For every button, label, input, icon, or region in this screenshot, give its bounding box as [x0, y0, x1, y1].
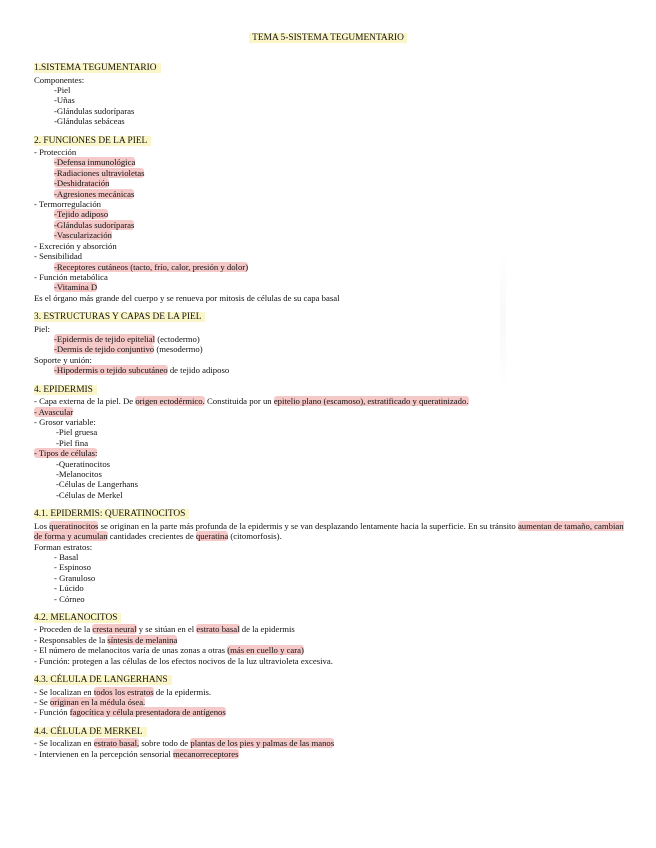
highlighted-text: -Dermis de tejido conjuntivo — [54, 344, 155, 355]
section — [34, 675, 622, 718]
highlighted-text: -Tejido adiposo — [54, 209, 109, 220]
text-line — [34, 282, 622, 292]
plain-text: - Grosor variable: — [34, 416, 96, 427]
plain-text: - El número de melanocitos varía de unas zonas a otras — [34, 645, 228, 656]
plain-text: -Piel — [54, 84, 71, 95]
plain-text: - Responsables de la — [34, 634, 108, 645]
section-heading-text: 2. FUNCIONES DE LA PIEL — [34, 136, 151, 146]
section-heading-text: 4.1. EPIDERMIS: QUERATINOCITOS — [34, 509, 189, 519]
highlighted-text: - Avascular — [34, 406, 74, 417]
plain-text: (citomorfosis). — [228, 531, 282, 542]
text-line — [34, 365, 622, 375]
highlighted-text: -Epidermis de tejido epitelial — [54, 334, 156, 345]
text-line — [34, 157, 622, 167]
plain-text: - Lúcido — [54, 583, 84, 594]
section-heading-text: 4. EPIDERMIS — [34, 385, 97, 395]
text-line — [34, 687, 622, 697]
highlighted-text: -Hipodermis o tejido subcutáneo — [54, 365, 168, 376]
text-line — [34, 168, 622, 178]
section — [34, 312, 622, 376]
plain-text: - Córneo — [54, 593, 85, 604]
highlighted-text: síntesis de melanina — [107, 634, 178, 645]
text-line — [34, 85, 622, 95]
plain-text: -Células de Merkel — [56, 489, 123, 500]
plain-text: - Protección — [34, 147, 77, 158]
highlighted-text: epitelio plano (escamoso), estratificado y queratinizado. — [273, 396, 469, 407]
text-line — [34, 656, 622, 666]
plain-text: - Excreción y absorción — [34, 240, 117, 251]
text-line — [34, 697, 622, 707]
plain-text: de tejido adiposo — [167, 365, 230, 376]
plain-text: (ectodermo) — [155, 334, 200, 345]
section — [34, 727, 622, 759]
highlighted-text: -Radiaciones ultravioletas — [54, 167, 145, 178]
text-line — [34, 552, 622, 562]
plain-text: - Basal — [54, 551, 79, 562]
highlighted-text: -Deshidratación — [54, 178, 110, 189]
highlighted-text: - Tipos de células: — [34, 448, 98, 459]
plain-text: y se sitúan en el — [136, 624, 197, 635]
plain-text: - Sensibilidad — [34, 251, 83, 262]
plain-text: -Células de Langerhans — [56, 479, 139, 490]
text-line — [34, 624, 622, 634]
text-line — [34, 396, 622, 406]
plain-text: - Granuloso — [54, 572, 96, 583]
section — [34, 509, 622, 604]
text-line — [34, 407, 622, 417]
text-line — [34, 199, 622, 209]
text-line — [34, 251, 622, 261]
highlighted-text: mecanorreceptores — [172, 748, 239, 759]
text-line — [34, 344, 622, 354]
plain-text: Los — [34, 520, 50, 531]
plain-text: -Piel fina — [56, 437, 89, 448]
highlighted-text: -Glándulas sudoríparas — [54, 219, 135, 230]
plain-text: - Función metabólica — [34, 271, 108, 282]
text-line — [34, 594, 622, 604]
highlighted-text: -Vitamina D — [54, 282, 98, 293]
text-line — [34, 230, 622, 240]
plain-text: Soporte y unión: — [34, 354, 92, 365]
text-line — [34, 189, 622, 199]
text-line — [34, 293, 622, 303]
highlighted-text: (más en cuello y cara) — [227, 645, 304, 656]
section-heading-text: 1.SISTEMA TEGUMENTARIO — [34, 63, 161, 73]
text-line — [34, 241, 622, 251]
sections-container — [34, 63, 622, 759]
plain-text: Piel: — [34, 323, 50, 334]
plain-text: Componentes: — [34, 74, 85, 85]
section-heading — [34, 312, 622, 324]
section-heading — [34, 509, 622, 521]
document-title — [34, 33, 622, 43]
highlighted-text: aumentan de tamaño, cambian de forma y acumulan — [34, 520, 624, 542]
plain-text: -Glándulas sebáceas — [54, 116, 125, 127]
plain-text: de la epidermis. — [153, 686, 212, 697]
highlighted-text: originan en la médula ósea. — [49, 697, 146, 707]
section-heading — [34, 727, 622, 739]
text-line — [34, 562, 622, 572]
text-line — [34, 542, 622, 552]
plain-text: Constituida por un — [204, 396, 274, 407]
plain-text: - Se — [34, 697, 50, 707]
plain-text: - Intervienen en la percepción sensorial — [34, 748, 173, 759]
text-line — [34, 469, 622, 479]
text-line — [34, 427, 622, 437]
text-line — [34, 583, 622, 593]
text-line — [34, 738, 622, 748]
text-line — [34, 95, 622, 105]
section-heading — [34, 613, 622, 625]
plain-text: (mesodermo) — [154, 344, 203, 355]
text-line — [34, 417, 622, 427]
text-line — [34, 355, 622, 365]
plain-text: - Se localizan en — [34, 738, 94, 749]
text-line — [34, 438, 622, 448]
text-line — [34, 479, 622, 489]
text-line — [34, 324, 622, 334]
plain-text: -Piel gruesa — [56, 427, 98, 438]
plain-text: - Proceden de la — [34, 624, 93, 635]
highlighted-text: plantas de los pies y palmas de las manos — [190, 738, 335, 749]
text-line — [34, 75, 622, 85]
plain-text: Forman estratos: — [34, 541, 93, 552]
text-line — [34, 521, 624, 542]
section-heading — [34, 385, 622, 397]
plain-text: - Termorregulación — [34, 199, 102, 210]
text-line — [34, 106, 622, 116]
text-line — [34, 749, 622, 759]
section-heading-text: 3. ESTRUCTURAS Y CAPAS DE LA PIEL — [34, 312, 205, 322]
section-heading-text: 4.2. MELANOCITOS — [34, 613, 121, 623]
highlighted-text: queratinocitos — [49, 520, 99, 531]
section-heading — [34, 136, 622, 148]
text-line — [34, 209, 622, 219]
text-line — [34, 220, 622, 230]
text-line — [34, 707, 622, 717]
text-line — [34, 490, 622, 500]
highlighted-text: estrato basal — [196, 624, 240, 635]
highlighted-text: todos los estratos — [93, 686, 154, 697]
section-heading-text: 4.4. CÉLULA DE MERKEL — [34, 727, 147, 737]
plain-text: - Se localizan en — [34, 686, 94, 697]
plain-text: de la epidermis — [239, 624, 295, 635]
highlighted-text: cresta neural — [92, 624, 137, 635]
text-line — [34, 116, 622, 126]
highlighted-text: queratina — [195, 531, 229, 542]
plain-text: sobre todo de — [139, 738, 191, 749]
highlighted-text: -Vascularización — [54, 230, 112, 241]
highlighted-text: fagocítica y célula presentadora de antígenos — [69, 707, 226, 718]
plain-text: cantidades crecientes de — [107, 531, 196, 542]
section — [34, 613, 622, 666]
section — [34, 136, 622, 304]
document-title-text: TEMA 5-SISTEMA TEGUMENTARIO — [249, 33, 407, 43]
text-line — [34, 262, 622, 272]
text-line — [34, 334, 622, 344]
text-line — [34, 272, 622, 282]
section-heading — [34, 675, 622, 687]
text-line — [34, 147, 622, 157]
highlighted-text: -Agresiones mecánicas — [54, 188, 135, 199]
plain-text: -Glándulas sudoríparas — [54, 105, 135, 116]
plain-text: - Capa externa de la piel. De — [34, 396, 136, 407]
section — [34, 63, 622, 127]
plain-text: se originan en la parte más profunda de la epidermis y se van desplazando lentamente hacia la superficie. En su tránsito — [98, 520, 518, 531]
plain-text: -Melanocitos — [56, 469, 102, 479]
highlighted-text: -Defensa inmunológica — [54, 157, 136, 168]
plain-text: Es el órgano más grande del cuerpo y se renueva por mitosis de células de su capa basal — [34, 292, 340, 303]
highlighted-text: origen ectodérmico. — [135, 396, 205, 407]
text-line — [34, 645, 622, 655]
highlighted-text: -Receptores cutáneos (tacto, frío, calor, presión y dolor) — [54, 261, 249, 272]
section — [34, 385, 622, 501]
plain-text: -Uñas — [54, 95, 75, 106]
section-heading-text: 4.3. CÉLULA DE LANGERHANS — [34, 675, 172, 685]
plain-text: - Función — [34, 707, 70, 718]
text-line — [34, 448, 622, 458]
plain-text: - Función: protegen a las células de los efectos nocivos de la luz ultravioleta excesiva. — [34, 655, 333, 666]
text-line — [34, 635, 622, 645]
highlighted-text: estrato basal, — [93, 738, 140, 749]
text-line — [34, 178, 622, 188]
text-line — [34, 459, 622, 469]
section-heading — [34, 63, 622, 75]
plain-text: -Queratinocitos — [56, 458, 111, 469]
text-line — [34, 573, 622, 583]
page-shadow — [500, 250, 506, 390]
plain-text: - Espinoso — [54, 562, 91, 573]
